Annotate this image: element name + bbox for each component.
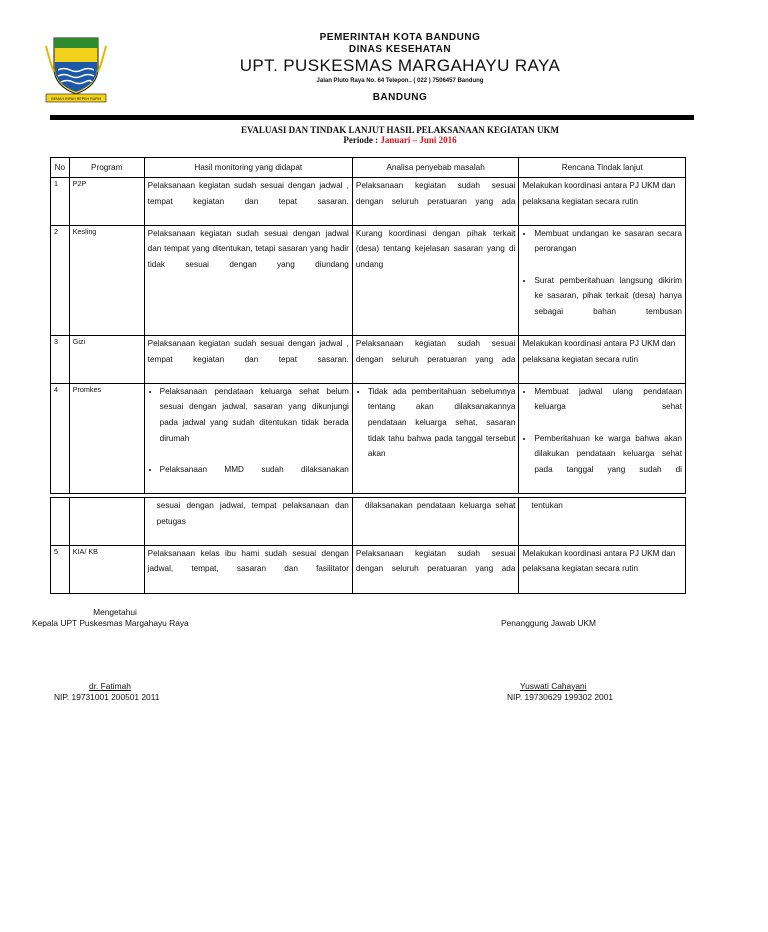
col-header-hasil: Hasil monitoring yang didapat bbox=[144, 158, 352, 178]
row-analisa: dilaksanakan pendataan keluarga sehat bbox=[364, 501, 516, 510]
col-header-rencana: Rencana Tindak lanjut bbox=[519, 158, 686, 178]
list-item: • Pemberitahuan ke warga bahwa akan dilakukan pendataan keluarga sehat pada tanggal yang sudah di bbox=[534, 431, 682, 493]
sig-left-name: dr. Fatimah bbox=[89, 681, 131, 691]
evaluation-table-continued bbox=[50, 497, 686, 594]
list-item: • Tidak ada pemberitahuan sebelumnya tentang akan dilaksanakannya pendataan keluarga sehat, sasaran tidak tahu bahwa pada tanggal tersebut akan bbox=[368, 384, 516, 478]
sig-left-label2: Kepala UPT Puskesmas Margahayu Raya bbox=[32, 618, 189, 628]
header-org: UPT. PUSKESMAS MARGAHAYU RAYA bbox=[239, 56, 561, 75]
list-item: • Surat pemberitahuan langsung dikirim ke sasaran, pihak terkait (desa) hanya sebagai bahan tembusan bbox=[534, 273, 682, 335]
row-program bbox=[69, 498, 144, 546]
document-title: EVALUASI DAN TINDAK LANJUT HASIL PELAKSANAAN KEGIATAN UKM bbox=[241, 125, 559, 135]
row-rencana: tentukan bbox=[531, 501, 563, 510]
col-header-no: No bbox=[51, 158, 70, 178]
row-program: KIA/ KB bbox=[69, 545, 144, 593]
row-no: 3 bbox=[51, 335, 70, 383]
row-analisa: Pelaksanaan kegiatan sudah sesuai dengan seluruh peratuaran yang ada bbox=[355, 548, 516, 574]
header-gov: PEMERINTAH KOTA BANDUNG bbox=[319, 32, 481, 43]
table-row bbox=[51, 225, 686, 335]
table-row bbox=[51, 498, 686, 546]
row-hasil: Pelaksanaan kelas ibu hami sudah sesuai dengan jadwal, tempat, sasaran dan fasilitator bbox=[147, 548, 349, 574]
list-item: • Pelaksanaan pendataan keluarga sehat belum sesuai dengan jadwal, sasaran yang dikunjungi pada jadwal yang sudah ditentukan tidak berada dirumah bbox=[160, 384, 349, 462]
row-program: P2P bbox=[69, 178, 144, 226]
list-item: • Membuat jadwal ulang pendataan keluarga sehat bbox=[534, 384, 682, 431]
row-analisa: Pelaksanaan kegiatan sudah sesuai dengan seluruh peratuaran yang ada bbox=[355, 181, 516, 206]
period-label: Periode : bbox=[343, 135, 381, 145]
table-header-row bbox=[51, 158, 686, 178]
row-hasil: sesuai dengan jadwal, tempat pelaksanaan dan petugas bbox=[156, 501, 349, 526]
header-address: Jalan Pluto Raya No. 64 Telepon.. ( 022 ) 7506457 Bandung bbox=[316, 78, 484, 84]
period-value: Januari – Juni 2016 bbox=[380, 135, 457, 145]
row-hasil: Pelaksanaan kegiatan sudah sesuai dengan jadwal , tempat kegiatan dan tepat sasaran. bbox=[147, 181, 349, 206]
header-city: BANDUNG bbox=[372, 92, 428, 103]
header-divider bbox=[50, 115, 694, 120]
row-rencana: Melakukan koordinasi antara PJ UKM dan pelaksana kegiatan secara rutin bbox=[522, 181, 676, 206]
row-hasil: Pelaksanaan kegiatan sudah sesuai dengan jadwal dan tempat yang ditentukan, tetapi sasaran yang hadir tidak sesuai dengan yang diundang bbox=[147, 228, 349, 269]
table-row bbox=[51, 335, 686, 383]
row-analisa: Pelaksanaan kegiatan sudah sesuai dengan seluruh peratuaran yang ada bbox=[355, 338, 516, 364]
row-hasil: Pelaksanaan kegiatan sudah sesuai dengan jadwal , tempat kegiatan dan tepat sasaran. bbox=[147, 338, 349, 364]
row-no: 4 bbox=[51, 383, 70, 493]
col-header-program: Program bbox=[69, 158, 144, 178]
sig-right-nip: NIP. 19730629 199302 2001 bbox=[507, 692, 614, 702]
row-no bbox=[51, 498, 70, 546]
document-period bbox=[120, 135, 680, 145]
table-row bbox=[51, 545, 686, 593]
row-rencana: Melakukan koordinasi antara PJ UKM dan pelaksana kegiatan secara rutin bbox=[522, 338, 676, 364]
row-rencana: Melakukan koordinasi antara PJ UKM dan pelaksana kegiatan secara rutin bbox=[522, 548, 676, 574]
col-header-analisa: Analisa penyebab masalah bbox=[352, 158, 519, 178]
row-rencana-list bbox=[522, 226, 682, 335]
row-no: 5 bbox=[51, 545, 70, 593]
sig-left-label1: Mengetahui bbox=[93, 607, 137, 617]
list-item: • Membuat undangan ke sasaran secara perorangan bbox=[534, 226, 682, 273]
header-dept: DINAS KESEHATAN bbox=[348, 44, 452, 55]
row-program: Kesling bbox=[69, 225, 144, 335]
logo-motto: GEMAH RIPAH REPEH RAPIH bbox=[50, 97, 102, 101]
table-row bbox=[51, 178, 686, 226]
row-rencana-list bbox=[522, 384, 682, 493]
evaluation-table bbox=[50, 157, 686, 494]
sig-right-name: Yuswati Cahayani bbox=[520, 681, 587, 691]
list-item: • Pelaksanaan MMD sudah dilaksanakan bbox=[160, 462, 349, 493]
city-logo bbox=[38, 32, 114, 104]
table-row bbox=[51, 383, 686, 493]
row-program: Gizi bbox=[69, 335, 144, 383]
row-no: 1 bbox=[51, 178, 70, 226]
row-program: Promkes bbox=[69, 383, 144, 493]
row-hasil-list bbox=[148, 384, 349, 493]
row-analisa: Kurang koordinasi dengan pihak terkait (desa) tentang kejelasan sasaran yang di undang bbox=[355, 228, 516, 269]
sig-right-label: Penanggung Jawab UKM bbox=[501, 618, 596, 628]
row-no: 2 bbox=[51, 225, 70, 335]
row-analisa-list bbox=[356, 384, 516, 478]
sig-left-nip: NIP. 19731001 200501 2011 bbox=[54, 692, 160, 702]
